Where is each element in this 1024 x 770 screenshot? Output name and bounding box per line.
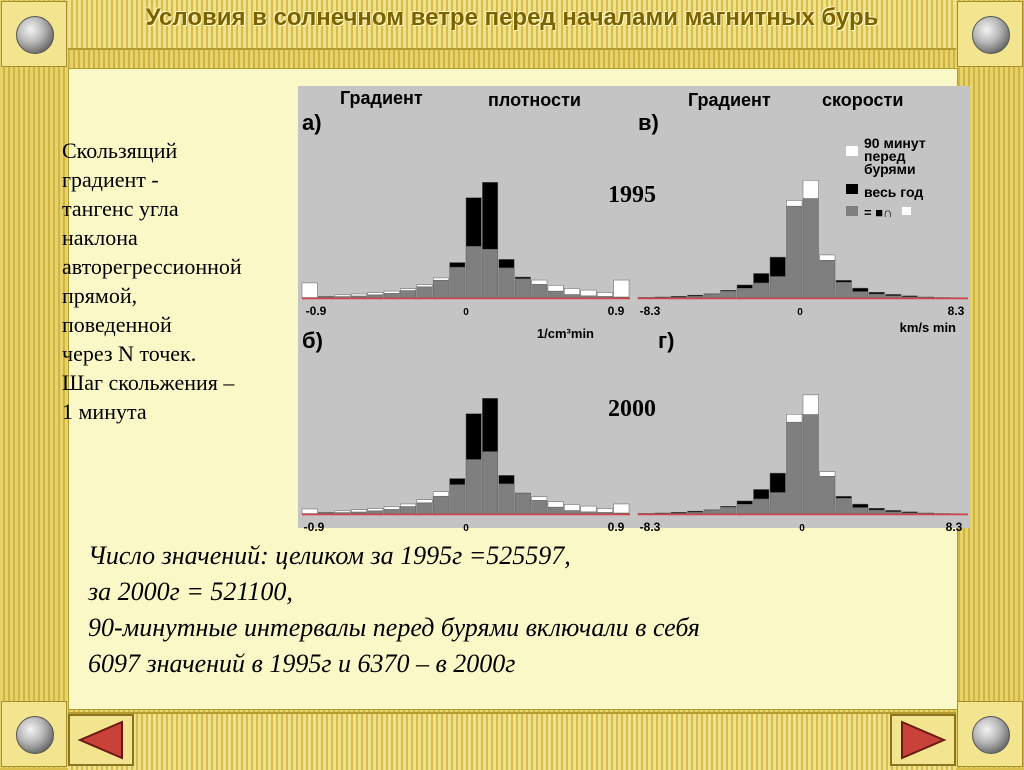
- bar-excess-g-10: [803, 395, 819, 415]
- caption-line-1: Число значений: целиком за 1995г =525597,: [88, 538, 968, 574]
- bar-excess-b-5: [384, 507, 399, 510]
- legend-label-overlap: = ■∩: [864, 205, 892, 220]
- bar-excess-g-3: [688, 511, 704, 512]
- bar-overlap-g-6: [737, 504, 753, 514]
- caption: [88, 538, 968, 682]
- corner-bottom-left: [1, 701, 67, 767]
- unit-density: 1/cm³min: [537, 326, 594, 341]
- bar-excess-v-9: [787, 200, 803, 206]
- bar-overlap-b-5: [384, 509, 399, 514]
- bar-excess-a-3: [351, 294, 366, 296]
- bar-excess-v-12: [836, 280, 852, 282]
- bar-overlap-b-13: [515, 493, 530, 514]
- bar-excess-v-7: [754, 273, 770, 282]
- unit-speed: km/s min: [900, 320, 956, 335]
- bar-excess-b-6: [400, 504, 415, 507]
- bar-overlap-a-12: [499, 268, 514, 298]
- bar-overlap-v-12: [836, 282, 852, 298]
- bar-overlap-a-11: [482, 249, 497, 298]
- bar-overlap-g-12: [836, 498, 852, 514]
- bar-overlap-v-8: [770, 276, 786, 298]
- bar-excess-a-7: [417, 285, 432, 287]
- bar-excess-v-15: [886, 294, 902, 295]
- bar-excess-a-13: [515, 277, 530, 279]
- bar-overlap-g-11: [820, 476, 836, 514]
- bar-excess-v-13: [853, 288, 869, 291]
- bar-excess-b-8: [433, 492, 448, 496]
- caption-line-4: 6097 значений в 1995г и 6370 – в 2000г: [88, 646, 968, 682]
- bar-excess-g-15: [886, 510, 902, 511]
- bar-excess-a-14: [532, 280, 547, 284]
- bar-excess-a-4: [368, 293, 383, 295]
- corner-top-right: [957, 1, 1023, 67]
- bar-overlap-g-7: [754, 499, 770, 514]
- left-arrow-icon: [70, 716, 132, 764]
- bar-excess-a-6: [400, 289, 415, 291]
- bar-excess-g-8: [770, 473, 786, 492]
- corner-bottom-right: [957, 701, 1023, 767]
- bar-overlap-a-9: [450, 267, 465, 298]
- bar-excess-b-2: [335, 511, 350, 513]
- panel-label-g: г): [658, 328, 675, 353]
- bar-overlap-a-17: [581, 296, 596, 298]
- x-tick-label-a-0: -0.9: [306, 304, 327, 318]
- bar-excess-v-11: [820, 255, 836, 260]
- bar-overlap-v-9: [787, 206, 803, 298]
- bar-overlap-b-6: [400, 507, 415, 514]
- bar-overlap-g-8: [770, 492, 786, 514]
- bar-excess-b-9: [450, 479, 465, 485]
- bar-excess-v-8: [770, 257, 786, 276]
- knob-icon: [972, 16, 1010, 54]
- legend-swatch-overlap-white: [902, 207, 911, 215]
- bar-excess-b-17: [581, 506, 596, 512]
- bar-excess-v-14: [869, 292, 885, 294]
- bar-excess-a-17: [581, 290, 596, 296]
- bar-overlap-b-10: [466, 459, 481, 514]
- legend-swatch-all-year: [846, 184, 858, 194]
- panel-label-b: б): [302, 328, 323, 353]
- bar-overlap-b-17: [581, 512, 596, 514]
- bar-excess-v-16: [902, 296, 918, 297]
- bar-excess-g-6: [737, 501, 753, 504]
- legend-label-storm: 90 минут перед бурями: [864, 135, 926, 177]
- bar-overlap-v-5: [721, 291, 737, 298]
- bar-overlap-g-5: [721, 507, 737, 514]
- x-tick-label-b-1: 0: [463, 523, 469, 534]
- bar-excess-g-9: [787, 414, 803, 422]
- bar-excess-b-16: [564, 505, 579, 511]
- bar-overlap-b-8: [433, 496, 448, 514]
- bar-excess-v-2: [671, 296, 687, 297]
- bar-overlap-b-9: [450, 485, 465, 514]
- gradient-description: Скользящий градиент - тангенс угла наклона авторегрессионной прямой, поведенной через N точек. Шаг скольжения – 1 минута: [62, 136, 298, 426]
- bar-excess-b-15: [548, 502, 563, 507]
- bar-overlap-g-4: [704, 510, 720, 514]
- bar-excess-b-18: [597, 509, 612, 513]
- bar-overlap-v-7: [754, 283, 770, 298]
- bar-overlap-v-14: [869, 294, 885, 298]
- bar-excess-b-4: [368, 509, 383, 511]
- bar-excess-b-3: [351, 510, 366, 512]
- header-density-word1: Градиент: [340, 88, 423, 108]
- bar-overlap-g-14: [869, 510, 885, 514]
- bar-overlap-b-16: [564, 511, 579, 514]
- bar-overlap-a-4: [368, 295, 383, 298]
- header-speed-word1: Градиент: [688, 90, 771, 110]
- x-tick-label-v-1: 0: [797, 307, 803, 318]
- bar-overlap-b-11: [482, 452, 497, 514]
- bar-overlap-b-3: [351, 512, 366, 514]
- bar-excess-g-13: [853, 504, 869, 507]
- year-label-2000: 2000: [608, 396, 656, 422]
- bar-excess-a-2: [335, 295, 350, 297]
- year-label-1995: 1995: [608, 182, 656, 208]
- bar-excess-g-12: [836, 496, 852, 498]
- header-density-word2: плотности: [488, 90, 581, 110]
- x-tick-label-a-1: 0: [463, 307, 469, 318]
- bar-overlap-a-3: [351, 296, 366, 298]
- bar-excess-a-15: [548, 285, 563, 291]
- bar-excess-b-0: [302, 509, 317, 514]
- bar-overlap-a-6: [400, 291, 415, 298]
- x-tick-label-g-0: -8.3: [640, 520, 661, 534]
- bar-excess-g-7: [754, 489, 770, 498]
- bottom-bar: [68, 712, 956, 770]
- bar-overlap-a-8: [433, 280, 448, 298]
- bar-overlap-a-5: [384, 293, 399, 298]
- bar-overlap-a-10: [466, 246, 481, 298]
- bar-overlap-b-15: [548, 507, 563, 514]
- bar-excess-b-10: [466, 414, 481, 460]
- x-tick-label-a-2: 0.9: [608, 304, 625, 318]
- bar-excess-a-9: [450, 263, 465, 268]
- bar-excess-b-14: [532, 497, 547, 501]
- bar-excess-g-1: [655, 513, 671, 514]
- bar-overlap-b-12: [499, 484, 514, 514]
- bar-overlap-g-10: [803, 415, 819, 514]
- bar-excess-a-12: [499, 259, 514, 267]
- bar-excess-g-14: [869, 508, 885, 510]
- bar-overlap-a-15: [548, 291, 563, 298]
- bar-overlap-v-4: [704, 294, 720, 298]
- bar-overlap-g-15: [886, 512, 902, 514]
- legend-swatch-storm: [846, 146, 858, 156]
- slide-title: Условия в солнечном ветре перед началами магнитных бурь: [70, 4, 954, 32]
- bar-excess-b-12: [499, 475, 514, 483]
- bar-overlap-b-4: [368, 511, 383, 514]
- bar-overlap-g-9: [787, 422, 803, 514]
- bar-excess-a-0: [302, 283, 317, 298]
- bar-overlap-a-13: [515, 279, 530, 298]
- bar-overlap-v-13: [853, 292, 869, 298]
- bar-excess-a-18: [597, 293, 612, 297]
- bar-overlap-v-11: [820, 260, 836, 298]
- bar-excess-g-11: [820, 472, 836, 477]
- bar-excess-v-6: [737, 285, 753, 288]
- bar-overlap-v-3: [688, 296, 704, 298]
- bar-excess-v-3: [688, 295, 704, 296]
- bar-overlap-b-14: [532, 500, 547, 514]
- bar-excess-a-5: [384, 291, 399, 293]
- panel-label-a: а): [302, 110, 322, 135]
- bar-excess-a-11: [482, 182, 497, 249]
- bar-excess-b-11: [482, 398, 497, 451]
- x-tick-label-g-1: 0: [799, 523, 805, 534]
- prev-slide-button[interactable]: [68, 714, 134, 766]
- bar-excess-v-5: [721, 290, 737, 291]
- bar-overlap-a-14: [532, 284, 547, 298]
- header-speed-word2: скорости: [822, 90, 903, 110]
- panel-label-v: в): [638, 110, 659, 135]
- right-arrow-icon: [892, 716, 954, 764]
- caption-line-2: за 2000г = 521100,: [88, 574, 968, 610]
- bar-overlap-a-7: [417, 287, 432, 298]
- bar-excess-a-19: [614, 280, 629, 297]
- bar-overlap-v-10: [803, 199, 819, 298]
- x-tick-label-b-2: 0.9: [608, 520, 625, 534]
- bar-excess-b-7: [417, 500, 432, 503]
- knob-icon: [972, 716, 1010, 754]
- caption-line-3: 90-минутные интервалы перед бурями включали в себя: [88, 610, 968, 646]
- x-tick-label-g-2: 8.3: [946, 520, 963, 534]
- bar-overlap-g-13: [853, 508, 869, 514]
- bar-overlap-a-16: [564, 295, 579, 298]
- bar-excess-g-2: [671, 512, 687, 513]
- histogram-figure: [298, 86, 970, 528]
- bar-overlap-g-3: [688, 512, 704, 514]
- bar-overlap-v-15: [886, 296, 902, 298]
- bar-excess-g-5: [721, 506, 737, 507]
- bar-excess-a-8: [433, 278, 448, 280]
- knob-icon: [16, 16, 54, 54]
- bar-excess-v-1: [655, 297, 671, 298]
- bar-overlap-b-7: [417, 503, 432, 514]
- x-tick-label-b-0: -0.9: [304, 520, 325, 534]
- legend-swatch-overlap: [846, 206, 858, 216]
- bar-excess-g-16: [902, 512, 918, 513]
- bar-excess-v-10: [803, 180, 819, 198]
- bar-excess-a-10: [466, 198, 481, 247]
- next-slide-button[interactable]: [890, 714, 956, 766]
- corner-top-left: [1, 1, 67, 67]
- x-tick-label-v-2: 8.3: [948, 304, 965, 318]
- bar-excess-b-19: [614, 504, 629, 513]
- bar-overlap-v-6: [737, 288, 753, 298]
- legend-label-all-year: весь год: [864, 184, 923, 200]
- x-tick-label-v-0: -8.3: [640, 304, 661, 318]
- bar-excess-a-16: [564, 289, 579, 295]
- knob-icon: [16, 716, 54, 754]
